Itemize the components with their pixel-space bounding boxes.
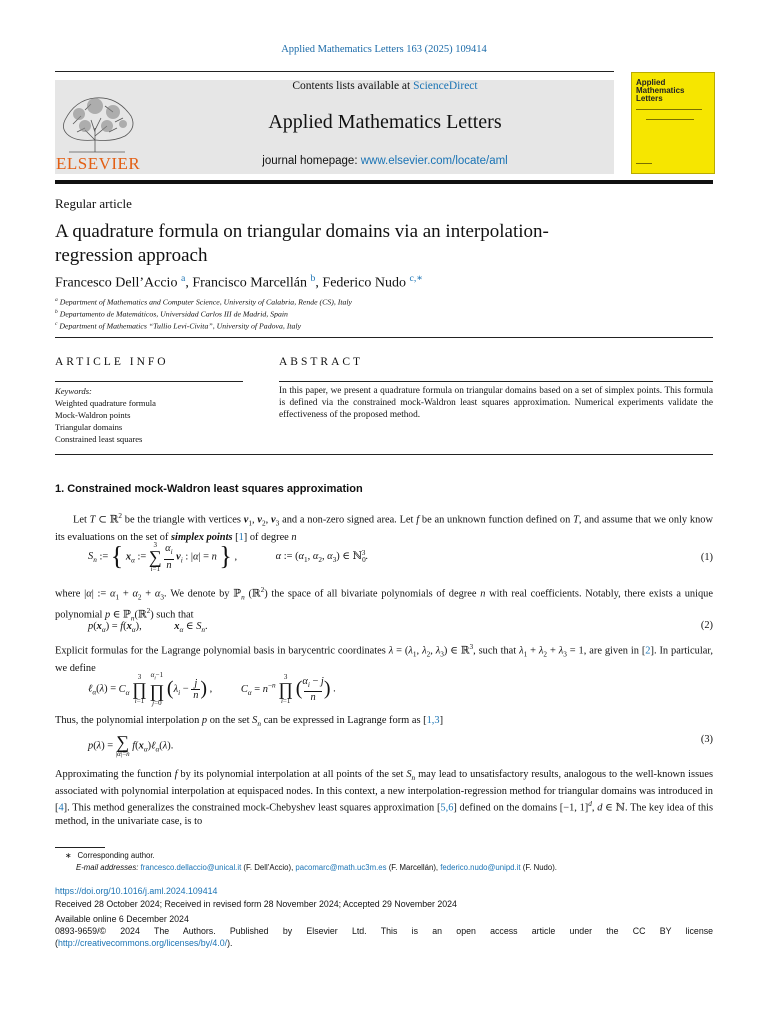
email-link[interactable]: francesco.dellaccio@unical.it bbox=[140, 863, 242, 872]
affiliation bbox=[55, 297, 352, 307]
header-rule bbox=[55, 71, 614, 72]
affiliation-text: Department of Mathematics and Computer Science, University of Calabria, Rende (CS), Italy bbox=[59, 297, 353, 307]
term-simplex-points: simplex points bbox=[171, 531, 233, 543]
author-list: Francesco Dell’Accio $^a$, Francisco Marcellán $^b$, Federico Nudo $^{c,∗}$ bbox=[55, 273, 423, 291]
body-paragraph: Explicit formulas for the Lagrange polynomial basis in barycentric coordinates $\lambda = (\lambda_1$, $\lambda_2$, $\lambda_3$) ∈ ℝ$^3$, such that $\lambda_1 + \lambda_2 + \lambda_3 = 1$, are given in [2]. In particular, we define bbox=[55, 643, 714, 674]
body-paragraph: Thus, the polynomial interpolation p on the set $S_n$ can be expressed in Lagrange form as [1,3] bbox=[55, 715, 444, 729]
author-name[interactable]: Francesco Dell’Accio bbox=[55, 275, 178, 291]
equation-number: (3) bbox=[700, 734, 713, 745]
cover-title: Applied Mathematics Letters bbox=[636, 78, 685, 103]
citation-link[interactable]: 2 bbox=[645, 645, 651, 657]
body-paragraph: Approximating the function f by its polynomial interpolation at all points of the set $S_n$ may lead to unsatisfactory results, analogous to the well-known issues associated with polynomial interpolation at equispaced nodes. In this context, a new interpolation-regression method for triangular domains was introduced in [4]. This method generalizes the constrained mock-Chebyshev least squares approximation [5,6] defined on the domains [−1, 1]$^d$, d ∈ ℕ. The key idea of this method, in the univariate case, is to bbox=[55, 769, 713, 828]
homepage-link[interactable]: www.elsevier.com/locate/aml bbox=[360, 155, 508, 167]
section-heading: 1. Constrained mock-Waldron least squares approximation bbox=[55, 483, 363, 495]
journal-homepage bbox=[150, 155, 620, 167]
keywords-label: Keywords: bbox=[55, 386, 92, 396]
equation-number: (1) bbox=[700, 552, 713, 563]
cover-line bbox=[636, 109, 702, 110]
email-link[interactable]: federico.nudo@unipd.it bbox=[440, 863, 521, 872]
affiliation-text: Department of Mathematics “Tullio Levi-Civita”, University of Padova, Italy bbox=[59, 321, 302, 331]
abstract-text: In this paper, we present a quadrature formula on triangular domains based on a set of simplex points. This formula is defined via the constrained mock-Waldron least squares approximation. Numerical experiments validate the effectiveness of the proposed method. bbox=[279, 386, 713, 421]
lagrange-basis-formula: ℓ$_\alpha$(λ) = $C_\alpha$ 3 ∏ i=1 $\alpha_i-1$ ∏ j=0 $(\lambda_i - \frac{j}{n})$ , $C_\alpha = n^{-n}$ 3 ∏ i=1 ($\alpha_i - j$ n ) . bbox=[88, 671, 336, 708]
affiliation-letter: a bbox=[55, 297, 58, 303]
equation-2: $p(x_\alpha) = f(x_\alpha)$, $x_\alpha$ ∈ $S_n$. bbox=[88, 621, 208, 635]
affiliation-mark[interactable]: b bbox=[310, 273, 316, 284]
cover-line bbox=[636, 163, 652, 164]
license-line: (http://creativecommons.org/licenses/by/4.0/). bbox=[55, 938, 233, 948]
affiliation-mark[interactable]: a bbox=[180, 273, 186, 284]
email-addresses: E-mail addresses: francesco.dellaccio@unical.it (F. Dell’Accio), pacomarc@math.uc3m.es (F. Marcellán), federico.nudo@unipd.it (F. Nudo). bbox=[76, 863, 557, 872]
sciencedirect-link[interactable]: ScienceDirect bbox=[413, 80, 478, 92]
header-thick-rule bbox=[55, 180, 713, 184]
homepage-prefix: journal homepage: bbox=[262, 155, 361, 167]
article-type: Regular article bbox=[55, 196, 132, 211]
elsevier-logo bbox=[55, 80, 141, 174]
section-rule bbox=[55, 337, 713, 338]
equation-3: p(λ) = ∑ |α|=n $f(x_\alpha)\ell_\alpha(\lambda)$. bbox=[88, 732, 174, 758]
affiliation bbox=[55, 321, 301, 331]
publisher-name: ELSEVIER bbox=[56, 154, 141, 173]
corresponding-note: ∗ Corresponding author. bbox=[65, 851, 155, 860]
author-name[interactable]: Federico Nudo bbox=[322, 275, 406, 291]
available-online: Available online 6 December 2024 bbox=[55, 914, 189, 924]
abstract-heading: ABSTRACT bbox=[279, 356, 364, 368]
equation-number: (2) bbox=[700, 620, 713, 631]
affiliation bbox=[55, 309, 288, 319]
affiliation-text: Departamento de Matemáticos, Universidad Carlos III de Madrid, Spain bbox=[59, 309, 288, 319]
article-title: A quadrature formula on triangular domains via an interpolation-regression approach bbox=[55, 221, 549, 266]
journal-title: Applied Mathematics Letters bbox=[268, 111, 502, 133]
contents-prefix: Contents lists available at bbox=[292, 80, 414, 92]
body-paragraph: Let T ⊂ ℝ$^2$ be the triangle with vertices $v_1$, $v_2$, $v_3$ and a non-zero signed area. Let f be an unknown function defined on T, and assume that we only know its evaluations on the set of simplex points [1] of degree n bbox=[55, 512, 713, 543]
article-info-heading: ARTICLE INFO bbox=[55, 356, 169, 368]
info-rule bbox=[55, 381, 243, 382]
contents-line bbox=[150, 80, 620, 92]
received-dates: Received 28 October 2024; Received in revised form 28 November 2024; Accepted 29 November 2024 bbox=[55, 899, 457, 909]
equation-1: $S_n$ := { $x_\alpha$ := 3 ∑ $i=1 \frac{\alpha_i}{n} v_i$ : |α| = n } , α := ($\alpha_1$, $\alpha_2$, $\alpha_3$) ∈ ℕ$_0^3$. bbox=[88, 541, 369, 573]
citation-link[interactable]: 1 bbox=[238, 531, 244, 543]
license-link[interactable]: http://creativecommons.org/licenses/by/4.0/ bbox=[57, 938, 228, 948]
cover-line bbox=[646, 119, 694, 120]
journal-cover-image[interactable] bbox=[631, 72, 715, 174]
doi-link[interactable]: https://doi.org/10.1016/j.aml.2024.109414 bbox=[55, 886, 218, 896]
keyword: Triangular domains bbox=[55, 422, 123, 432]
citation-link[interactable]: 5,6 bbox=[440, 802, 454, 814]
keyword: Weighted quadrature formula bbox=[55, 398, 156, 408]
abstract-end-rule bbox=[55, 454, 713, 455]
abstract-rule bbox=[279, 381, 713, 382]
affiliation-letter: b bbox=[55, 309, 58, 315]
keyword: Constrained least squares bbox=[55, 434, 143, 444]
body-paragraph: where |α| := $\alpha_1 + \alpha_2 + \alpha_3$. We denote by ℙ$_n$ (ℝ$^2$) the space of all bivariate polynomials of degree n with real coefficients. Notably, there exists a unique polynomial p ∈ ℙ$_n$(ℝ$^2$) such that bbox=[55, 586, 713, 623]
footnote-rule bbox=[55, 847, 105, 848]
citation-link[interactable]: 1,3 bbox=[426, 715, 440, 726]
email-link[interactable]: pacomarc@math.uc3m.es bbox=[295, 863, 387, 872]
license-text: 0893-9659/© 2024 The Authors. Published by Elsevier Ltd. This is an open access article under the CC BY license bbox=[55, 926, 713, 936]
author-name[interactable]: Francisco Marcellán bbox=[192, 275, 307, 291]
citation-link[interactable]: 4 bbox=[58, 802, 64, 814]
journal-citation-link[interactable]: Applied Mathematics Letters 163 (2025) 109414 bbox=[281, 44, 487, 55]
keyword: Mock-Waldron points bbox=[55, 410, 131, 420]
affiliation-letter: c bbox=[55, 321, 58, 327]
affiliation-mark[interactable]: c,∗ bbox=[409, 273, 423, 284]
